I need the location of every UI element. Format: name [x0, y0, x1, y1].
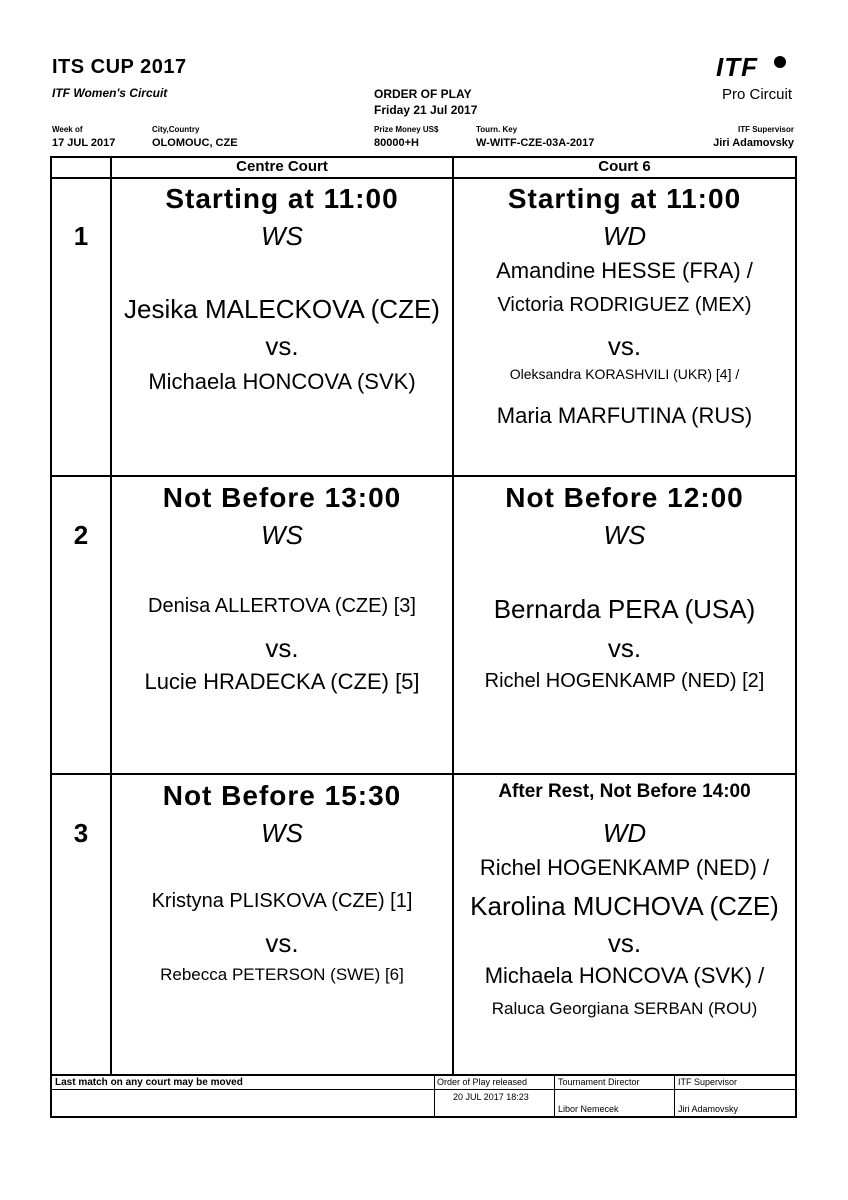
city-value: OLOMOUC, CZE: [152, 137, 238, 149]
event-code: WS: [603, 520, 646, 550]
versus-label: vs.: [265, 633, 299, 663]
player-name: Michaela HONCOVA (SVK) /: [484, 963, 765, 988]
event-code: WD: [602, 221, 647, 251]
supervisor-value: Jiri Adamovsky: [713, 137, 794, 149]
footer-supervisor-label: ITF Supervisor: [678, 1077, 738, 1087]
match-time: After Rest, Not Before 14:00: [498, 781, 751, 802]
table-right-border: [795, 156, 797, 1118]
director-value: Libor Nemecek: [558, 1104, 619, 1114]
versus-label: vs.: [265, 928, 299, 958]
player-name: Amandine HESSE (FRA) /: [496, 258, 753, 283]
city-label: City,Country: [152, 125, 200, 134]
player-name: Kristyna PLISKOVA (CZE) [1]: [151, 890, 413, 912]
player-name: Rebecca PETERSON (SWE) [6]: [160, 965, 404, 984]
row-number: 1: [73, 221, 89, 251]
table-left-border: [50, 156, 52, 1118]
versus-label: vs.: [607, 928, 642, 958]
order-of-play-heading: [374, 86, 477, 118]
player-name: Lucie HRADECKA (CZE) [5]: [144, 669, 420, 694]
player-name: Karolina MUCHOVA (CZE): [470, 891, 779, 921]
supervisor-label: ITF Supervisor: [737, 125, 794, 134]
prize-label: Prize Money US$: [374, 125, 439, 134]
court-header-court6: Court 6: [598, 158, 651, 175]
player-name: Bernarda PERA (USA): [493, 594, 756, 624]
tennis-ball-icon: [774, 56, 786, 68]
week-value: 17 JUL 2017: [52, 137, 116, 149]
footer-col-border: [674, 1075, 675, 1117]
versus-label: vs.: [265, 331, 299, 361]
row-number: 3: [73, 818, 89, 848]
player-name: Richel HOGENKAMP (NED) [2]: [484, 670, 765, 692]
player-name: Maria MARFUTINA (RUS): [496, 403, 753, 428]
play-date: Friday 21 Jul 2017: [374, 103, 478, 117]
week-label: Week of: [52, 125, 83, 134]
player-name: Richel HOGENKAMP (NED) /: [479, 855, 770, 880]
tournament-title: ITS CUP 2017: [52, 56, 187, 78]
footer-bottom-border: [50, 1116, 797, 1118]
circuit-subtitle: ITF Women's Circuit: [52, 86, 168, 100]
match-time: Starting at 11:00: [507, 183, 742, 214]
released-label: Order of Play released: [437, 1077, 528, 1087]
footer-col-border: [554, 1075, 555, 1117]
player-name: Oleksandra KORASHVILI (UKR) [4] /: [509, 366, 740, 382]
footer-divider: [50, 1089, 797, 1090]
order-of-play-label: ORDER OF PLAY: [374, 87, 472, 101]
versus-label: vs.: [607, 331, 642, 361]
event-code: WS: [261, 818, 303, 848]
row-number: 2: [73, 520, 89, 550]
match-time: Not Before 13:00: [162, 482, 402, 513]
table-bottom-border: [50, 1074, 797, 1076]
event-code: WS: [261, 221, 303, 251]
match-time: Not Before 12:00: [505, 482, 744, 513]
row-divider: [50, 773, 797, 775]
director-label: Tournament Director: [558, 1077, 640, 1087]
itf-logo-text: ITF: [716, 52, 758, 82]
pro-circuit-logo-text: Pro Circuit: [722, 86, 793, 103]
prize-value: 80000+H: [374, 137, 419, 149]
match-time: Starting at 11:00: [165, 183, 399, 214]
court-header-centre: Centre Court: [236, 158, 328, 175]
match-time: Not Before 15:30: [162, 780, 402, 811]
row-divider: [50, 475, 797, 477]
tourn-key-value: W-WITF-CZE-03A-2017: [476, 137, 595, 149]
footer-col-border: [434, 1075, 435, 1117]
released-value: 20 JUL 2017 18:23: [453, 1092, 529, 1102]
player-name: Denisa ALLERTOVA (CZE) [3]: [148, 595, 416, 617]
tourn-key-label: Tourn. Key: [476, 125, 518, 134]
event-code: WS: [261, 520, 303, 550]
player-name: Jesika MALECKOVA (CZE): [124, 294, 440, 324]
versus-label: vs.: [607, 633, 642, 663]
event-code: WD: [602, 818, 647, 848]
footer-supervisor-value: Jiri Adamovsky: [678, 1104, 739, 1114]
player-name: Victoria RODRIGUEZ (MEX): [497, 294, 752, 316]
player-name: Michaela HONCOVA (SVK): [148, 369, 416, 394]
footer-note: Last match on any court may be moved: [55, 1077, 243, 1088]
court-header-border: [50, 177, 797, 179]
player-name: Raluca Georgiana SERBAN (ROU): [491, 999, 758, 1018]
